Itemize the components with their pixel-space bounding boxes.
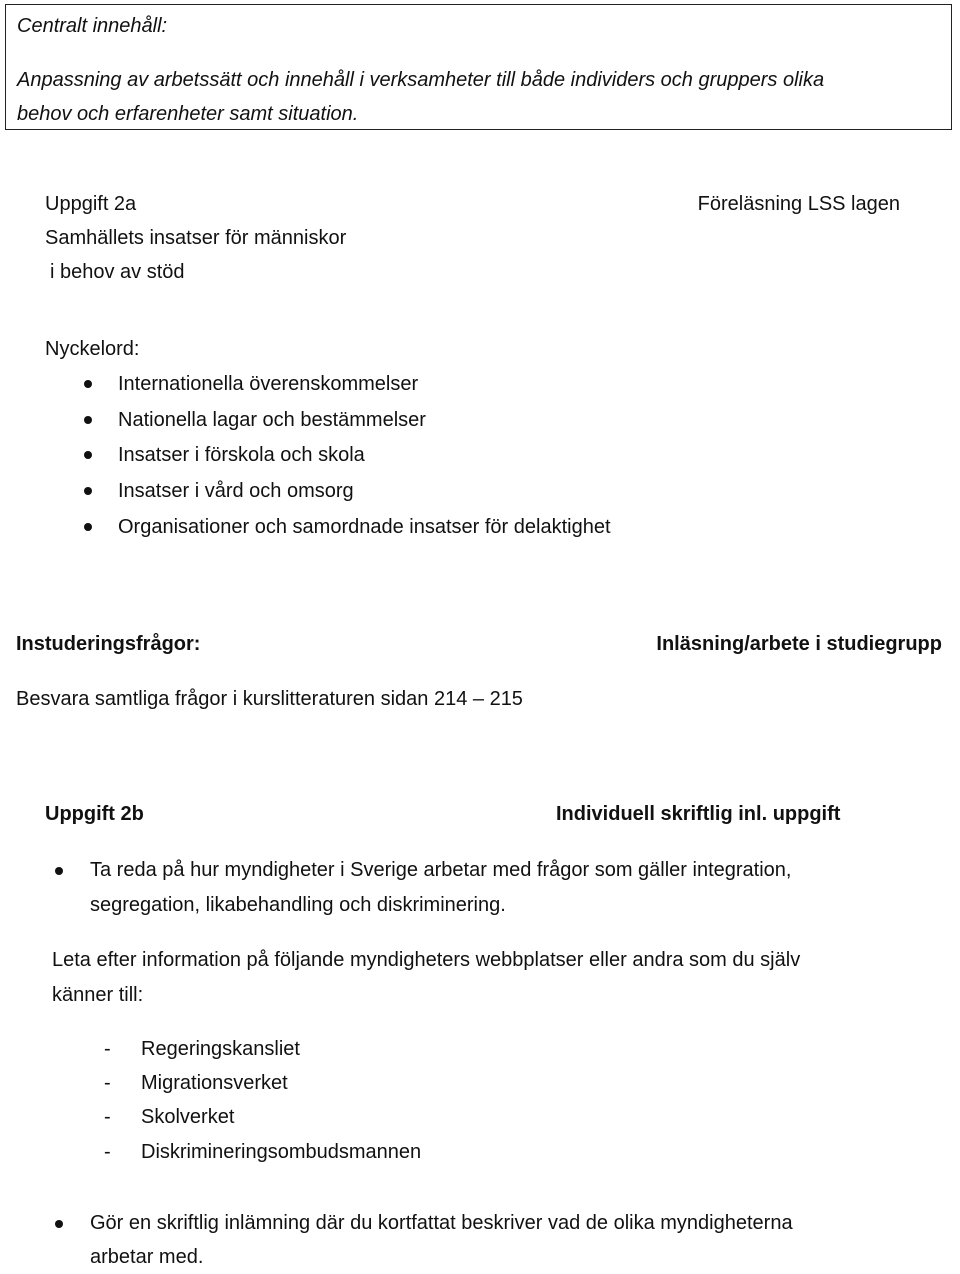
central-heading: Centralt innehåll: [17, 15, 168, 37]
keyword-text: Insatser i förskola och skola [118, 444, 365, 466]
task-2b-para-line-1: Leta efter information på följande myndigheters webbplatser eller andra som du själv [52, 949, 801, 971]
agency-name: Skolverket [141, 1106, 235, 1128]
lecture-label: Föreläsning LSS lagen [697, 193, 900, 215]
task-2b-bullet-2-line-1: Gör en skriftlig inlämning där du kortfattat beskriver vad de olika myndigheterna [90, 1212, 793, 1234]
agency-name: Migrationsverket [141, 1072, 288, 1094]
task-2b-mode: Individuell skriftlig inl. uppgift [556, 803, 841, 825]
keyword-text: Nationella lagar och bestämmelser [118, 409, 426, 431]
task-2b-title: Uppgift 2b [45, 803, 144, 825]
central-line-1: Anpassning av arbetssätt och innehåll i verksamheter till både individers och gruppers olika [17, 69, 825, 91]
central-content-box [5, 4, 952, 130]
bullet-icon [84, 380, 92, 388]
agency-name: Regeringskansliet [141, 1038, 300, 1060]
study-instruction: Besvara samtliga frågor i kurslitteraturen sidan 214 – 215 [16, 688, 523, 710]
bullet-icon [55, 867, 63, 875]
task-2a-title: Uppgift 2a [45, 193, 137, 215]
bullet-icon [84, 523, 92, 531]
task-2b-para-line-2: känner till: [52, 984, 144, 1006]
keyword-text: Internationella överenskommelser [118, 373, 419, 395]
central-line-2: behov och erfarenheter samt situation. [17, 103, 359, 125]
keyword-text: Organisationer och samordnade insatser för delaktighet [118, 516, 611, 538]
study-mode: Inläsning/arbete i studiegrupp [656, 633, 942, 655]
task-2b-bullet-1-line-2: segregation, likabehandling och diskriminering. [90, 894, 506, 916]
study-heading: Instuderingsfrågor: [16, 633, 201, 655]
task-2b-bullet-2-line-2: arbetar med. [90, 1246, 204, 1268]
task-2a-subtitle-1: Samhällets insatser för människor [45, 227, 347, 249]
task-2a-subtitle-2: i behov av stöd [50, 261, 185, 283]
keywords-heading: Nyckelord: [45, 338, 140, 360]
bullet-icon [55, 1220, 63, 1228]
bullet-icon [84, 487, 92, 495]
keyword-text: Insatser i vård och omsorg [118, 480, 354, 502]
bullet-icon [84, 451, 92, 459]
task-2b-bullet-1-line-1: Ta reda på hur myndigheter i Sverige arbetar med frågor som gäller integration, [90, 859, 792, 881]
bullet-icon [84, 416, 92, 424]
agency-name: Diskrimineringsombudsmannen [141, 1141, 422, 1163]
